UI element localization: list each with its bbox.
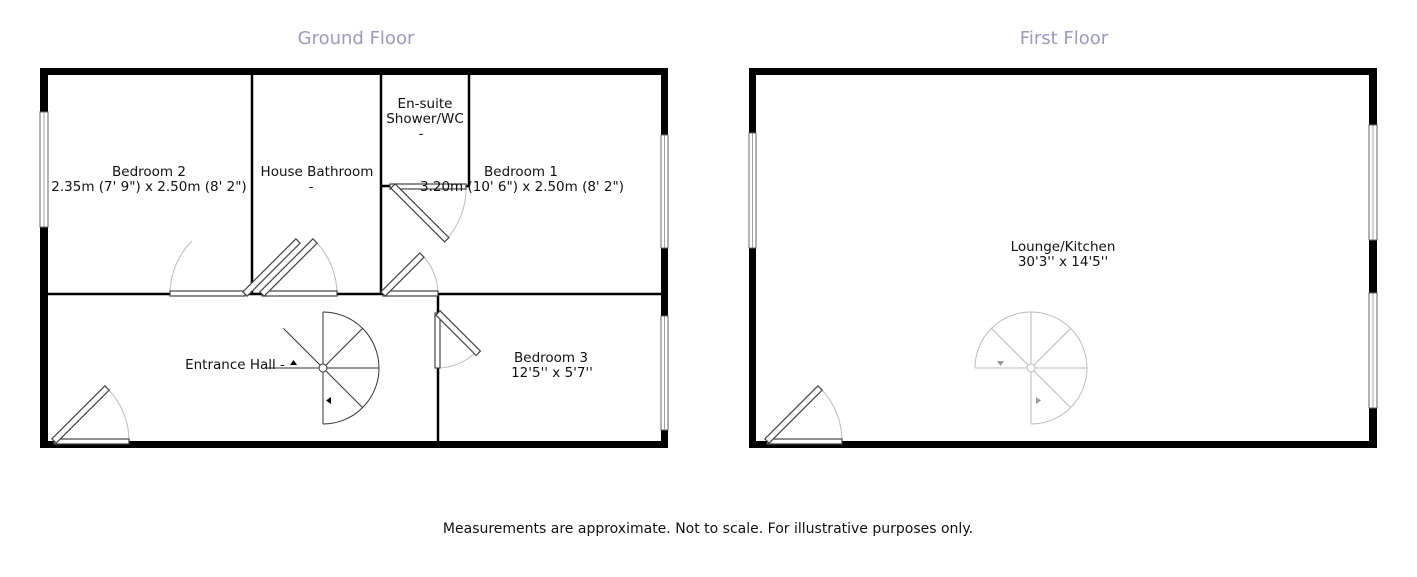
spiral-staircase-first	[975, 312, 1087, 424]
room-name-ensuite-line2: Shower/WC	[386, 111, 464, 127]
stair-direction-arrow	[290, 360, 297, 365]
door-bedroom3	[435, 311, 480, 368]
stair-direction-arrow	[1036, 397, 1041, 404]
first-left-wall	[749, 68, 756, 448]
first-bottom-wall	[749, 441, 1377, 448]
room-dims-lounge: 30'3'' x 14'5''	[1017, 254, 1109, 270]
room-name-lounge: Lounge/Kitchen	[1010, 239, 1116, 255]
room-name-bathroom: House Bathroom	[260, 164, 374, 180]
front-door	[52, 386, 129, 444]
ground-floor-title: Ground Floor	[297, 28, 415, 49]
disclaimer-text: Measurements are approximate. Not to scale. For illustrative purposes only.	[442, 521, 974, 537]
room-name-bedroom3: Bedroom 3	[514, 350, 588, 366]
first-top-wall	[749, 68, 1377, 75]
door-bedroom1	[381, 253, 438, 296]
window-bedroom3	[661, 316, 668, 430]
ground-bottom-wall	[40, 441, 668, 448]
room-name-hall: Entrance Hall -	[185, 357, 285, 373]
room-dims-bedroom1: 3.20m (10' 6") x 2.50m (8' 2")	[419, 179, 625, 195]
first-floor-plan	[749, 28, 1377, 448]
window-lounge-right-upper	[1369, 125, 1377, 240]
window-bedroom1	[661, 135, 668, 248]
room-name-ensuite: En-suite	[397, 96, 453, 112]
stair-direction-arrow	[997, 361, 1004, 366]
window-lounge-right-lower	[1369, 293, 1377, 408]
stair-direction-arrow	[326, 397, 331, 404]
room-name-bedroom1: Bedroom 1	[484, 164, 558, 180]
room-dims-bedroom3: 12'5'' x 5'7''	[511, 365, 593, 381]
room-name-bedroom2: Bedroom 2	[112, 164, 186, 180]
first-floor-title: First Floor	[1019, 28, 1109, 49]
room-dims-ensuite: -	[418, 126, 424, 142]
window-lounge-left	[749, 133, 756, 248]
ground-top-wall	[40, 68, 668, 75]
room-dims-bathroom: -	[308, 179, 314, 195]
room-dims-bedroom2: 2.35m (7' 9") x 2.50m (8' 2")	[51, 179, 247, 195]
door-bedroom2	[170, 239, 300, 296]
window-bedroom2	[40, 112, 48, 227]
ground-floor-plan	[40, 28, 668, 448]
door-first-floor	[765, 386, 842, 444]
